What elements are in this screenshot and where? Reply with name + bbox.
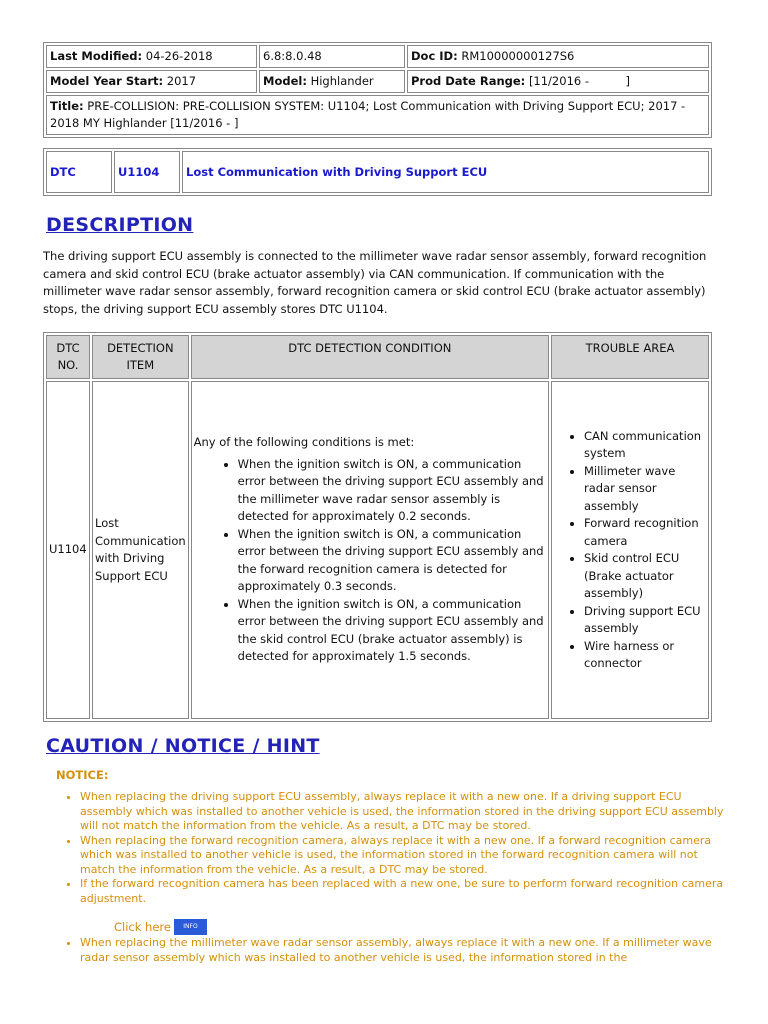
table-header-row bbox=[46, 335, 709, 379]
dtc-code: U1104 bbox=[114, 151, 180, 193]
info-button[interactable]: INFO bbox=[174, 919, 207, 935]
doc-id-cell: Doc ID: RM10000000127S6 bbox=[407, 45, 709, 68]
model-cell: Model: Highlander bbox=[259, 70, 405, 93]
dtc-table bbox=[43, 332, 712, 722]
table-row bbox=[46, 381, 709, 719]
list-item: • Skid control ECU (Brake actuator assembly) bbox=[584, 550, 706, 603]
description-text: The driving support ECU assembly is connected to the millimeter wave radar sensor assembly, forward recognition camera and skid control ECU (brake actuator assembly) via CAN communication. If communication with the millimeter wave radar sensor assembly, forward recognition camera or skid control ECU (brake actuator assembly) stops, the driving support ECU assembly stores DTC U1104. bbox=[43, 249, 707, 316]
list-item: • When replacing the forward recognition camera, always replace it with a new one. If a forward recognition camera which was installed to another vehicle is used, the information stored in the forward recognition camera will not match the information from the vehicle. As a result, a DTC may be stored. bbox=[80, 834, 730, 878]
row-condition bbox=[191, 381, 549, 719]
model-year-cell: Model Year Start: 2017 bbox=[46, 70, 257, 93]
description-heading: DESCRIPTION bbox=[46, 214, 194, 236]
notice-label: NOTICE: bbox=[56, 768, 109, 782]
condition-list bbox=[194, 456, 546, 666]
dtc-name: Lost Communication with Driving Support ECU bbox=[182, 151, 709, 193]
header-trouble-area: TROUBLE AREA bbox=[551, 335, 709, 379]
document-header bbox=[43, 42, 712, 138]
list-item: • Wire harness or connector bbox=[584, 638, 706, 673]
list-item: • Driving support ECU assembly bbox=[584, 603, 706, 638]
list-item: • When replacing the driving support ECU assembly, always replace it with a new one. If a driving support ECU assembly which was installed to another vehicle is used, the information stored in the driving support ECU assembly will not match the information from the vehicle. As a result, a DTC may be stored. bbox=[80, 790, 730, 834]
list-item: • Forward recognition camera bbox=[584, 515, 706, 550]
version-cell: 6.8:8.0.48 bbox=[259, 45, 405, 68]
dtc-bar bbox=[43, 148, 712, 196]
click-here-link[interactable]: Click here bbox=[114, 920, 171, 934]
notice-list bbox=[60, 790, 730, 906]
condition-intro: Any of the following conditions is met: bbox=[193, 435, 415, 450]
list-item: • When the ignition switch is ON, a communication error between the driving support ECU assembly and the forward recognition camera is detected for approximately 0.3 seconds. bbox=[238, 526, 546, 596]
dtc-label: DTC bbox=[46, 151, 112, 193]
header-condition: DTC DETECTION CONDITION bbox=[191, 335, 549, 379]
row-detection-item: Lost Communication with Driving Support ECU bbox=[92, 381, 189, 719]
row-trouble-area bbox=[551, 381, 709, 719]
list-item: • When the ignition switch is ON, a communication error between the driving support ECU assembly and the skid control ECU (brake actuator assembly) is detected for approximately 1.5 seconds. bbox=[238, 596, 546, 666]
prod-date-value: [11/2016 - ] bbox=[528, 74, 631, 88]
header-detection-item: DETECTION ITEM bbox=[92, 335, 189, 379]
header-dtc-no: DTC NO. bbox=[46, 335, 90, 379]
doc-id-value: RM10000000127S6 bbox=[461, 49, 575, 63]
last-modified-cell: Last Modified: 04-26-2018 bbox=[46, 45, 257, 68]
title-value: PRE-COLLISION: PRE-COLLISION SYSTEM: U1104; Lost Communication with Driving Support ECU; 2017 - 2018 MY Highlander [11/2016 - ] bbox=[50, 99, 686, 130]
model-year-value: 2017 bbox=[166, 74, 197, 88]
notice-list-continued bbox=[60, 936, 730, 965]
list-item: • When the ignition switch is ON, a communication error between the driving support ECU assembly and the millimeter wave radar sensor assembly is detected for approximately 0.2 seconds. bbox=[238, 456, 546, 526]
row-dtc-no: U1104 bbox=[46, 381, 90, 719]
prod-date-cell: Prod Date Range: [11/2016 - ] bbox=[407, 70, 709, 93]
trouble-area-list bbox=[554, 428, 706, 673]
list-item: • When replacing the millimeter wave radar sensor assembly, always replace it with a new one. If a millimeter wave radar sensor assembly which was installed to another vehicle is used, the information stored in the bbox=[80, 936, 730, 965]
list-item: • CAN communication system bbox=[584, 428, 706, 463]
last-modified-value: 04-26-2018 bbox=[145, 49, 213, 63]
list-item: • If the forward recognition camera has been replaced with a new one, be sure to perform forward recognition camera adjustment. bbox=[80, 877, 730, 906]
caution-heading: CAUTION / NOTICE / HINT bbox=[46, 735, 320, 757]
list-item: • Millimeter wave radar sensor assembly bbox=[584, 463, 706, 516]
model-value: Highlander bbox=[310, 74, 374, 88]
title-cell: Title: PRE-COLLISION: PRE-COLLISION SYSTEM: U1104; Lost Communication with Driving Support ECU; 2017 - 2018 MY Highlander [11/2016 - ] bbox=[46, 95, 709, 135]
